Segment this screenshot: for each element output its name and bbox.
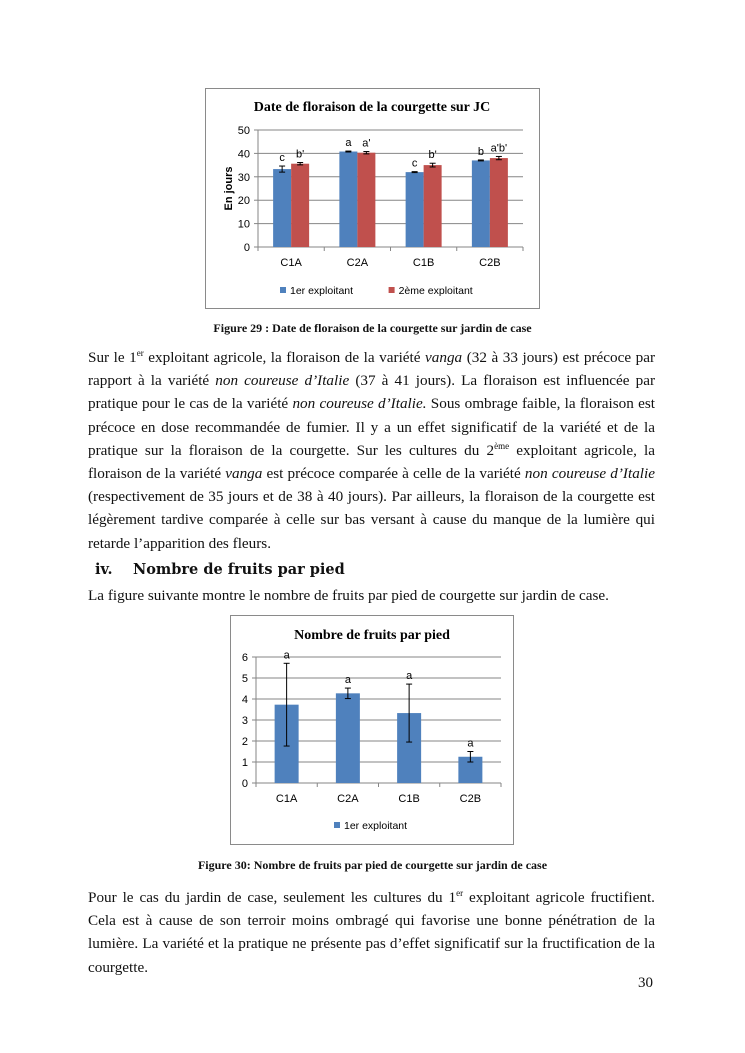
chart-floraison-svg bbox=[206, 89, 539, 308]
bar bbox=[273, 169, 291, 247]
chart-title: Nombre de fruits par pied bbox=[294, 628, 450, 643]
y-axis-label: En jours bbox=[223, 166, 235, 211]
chart-floraison bbox=[205, 88, 540, 309]
bar bbox=[424, 165, 442, 247]
bar bbox=[339, 152, 357, 247]
text-run: (32 à 33 jours) est précoce par rapport à la variété bbox=[88, 349, 655, 390]
y-tick-label: 4 bbox=[241, 694, 248, 706]
y-tick-label: 40 bbox=[237, 148, 250, 161]
text-run: Pour le cas du jardin de case, seulement les cultures du 1 bbox=[88, 889, 457, 906]
bar bbox=[406, 172, 424, 247]
chart-fruits bbox=[230, 615, 514, 845]
paragraph-fructification bbox=[88, 886, 655, 979]
x-tick-label: C1B bbox=[412, 257, 435, 269]
legend-swatch bbox=[280, 287, 286, 293]
x-tick-label: C2B bbox=[459, 793, 482, 805]
y-tick-label: 3 bbox=[241, 715, 248, 727]
x-tick-label: C1A bbox=[280, 257, 302, 269]
significance-label: a bbox=[467, 737, 474, 750]
legend-swatch bbox=[389, 287, 395, 293]
x-tick-label: C2A bbox=[346, 257, 369, 269]
italic-variety: non coureuse d’Italie bbox=[524, 465, 655, 483]
bar bbox=[472, 160, 490, 247]
significance-label: b bbox=[477, 145, 484, 158]
significance-label: a bbox=[283, 649, 290, 662]
y-tick-label: 30 bbox=[237, 171, 250, 184]
legend-label: 1er exploitant bbox=[344, 820, 408, 832]
y-tick-label: 0 bbox=[243, 242, 250, 254]
significance-label: a bbox=[345, 137, 352, 150]
italic-variety: vanga bbox=[225, 465, 263, 483]
legend-label: 1er exploitant bbox=[290, 285, 354, 297]
x-tick-label: C1B bbox=[398, 793, 420, 805]
legend-swatch bbox=[334, 822, 340, 828]
text-run: exploitant agricole, la floraison de la variété bbox=[88, 441, 655, 483]
superscript: er bbox=[136, 348, 144, 358]
text-run: (respectivement de 35 jours et de 38 à 40 jours). Par ailleurs, la floraison de la courgette est légèrement tardive comparée à celle sur bas versant à cause du manque de la lumière qui retarde l’apparition des fleurs. bbox=[88, 488, 655, 552]
y-tick-label: 20 bbox=[237, 195, 250, 208]
text-run: exploitant agricole, la floraison de la variété bbox=[143, 349, 426, 366]
section-heading bbox=[95, 561, 345, 578]
figure-29-caption: Figure 29 : Date de floraison de la courgette sur jardin de case bbox=[213, 321, 532, 335]
significance-label: a bbox=[344, 674, 351, 687]
significance-label: c bbox=[279, 152, 285, 165]
italic-variety: non coureuse d’Italie. bbox=[292, 395, 427, 413]
page-number: 30 bbox=[638, 975, 653, 991]
y-tick-label: 1 bbox=[241, 757, 248, 769]
x-tick-label: C2A bbox=[337, 793, 359, 805]
chart-title: Date de floraison de la courgette sur JC bbox=[253, 100, 491, 115]
significance-label: a' bbox=[362, 137, 371, 150]
figure-30-caption: Figure 30: Nombre de fruits par pied de courgette sur jardin de case bbox=[197, 858, 548, 872]
significance-label: b' bbox=[296, 148, 305, 161]
text-run: (37 à 41 jours). La floraison est influencée par pratique pour le cas de la variété bbox=[88, 372, 656, 413]
x-tick-label: C1A bbox=[275, 793, 298, 805]
y-tick-label: 10 bbox=[237, 218, 250, 231]
x-tick-label: C2B bbox=[479, 257, 501, 269]
y-tick-label: 0 bbox=[241, 778, 248, 790]
chart-fruits-svg bbox=[231, 616, 513, 844]
text-run: est précoce comparée à celle de la variété bbox=[262, 465, 525, 483]
paragraph-intro-fruits: La figure suivante montre le nombre de fruits par pied de courgette sur jardin de case. bbox=[88, 587, 609, 604]
significance-label: b' bbox=[428, 149, 437, 162]
y-tick-label: 2 bbox=[241, 736, 248, 748]
text-run: exploitant agricole fructifient. Cela est à cause de son terroir moins ombragé qui favorise une bonne pénétration de la lumière. La variété et la pratique ne présente pas d’effet significatif sur la fructification de la courgette. bbox=[88, 889, 655, 976]
superscript: ème bbox=[494, 440, 510, 451]
significance-label: c bbox=[411, 157, 418, 170]
text-run: Sous ombrage faible, la floraison est précoce en dose recommandée de fumier. Il y a un effet significatif de la variété et de la pratique sur la floraison de la courgette. Sur les cultures du 2 bbox=[88, 395, 655, 459]
section-number: iv. bbox=[95, 561, 113, 578]
italic-variety: non coureuse d’Italie bbox=[215, 372, 350, 390]
significance-label: a'b' bbox=[490, 142, 508, 155]
bar bbox=[490, 158, 508, 247]
superscript: er bbox=[456, 888, 464, 898]
paragraph-floraison bbox=[88, 346, 655, 555]
italic-variety: vanga bbox=[425, 349, 463, 366]
legend-label: 2ème exploitant bbox=[398, 285, 473, 297]
bar bbox=[336, 693, 360, 783]
y-tick-label: 6 bbox=[241, 652, 248, 664]
significance-label: a bbox=[406, 670, 413, 683]
section-title: Nombre de fruits par pied bbox=[133, 561, 345, 578]
y-tick-label: 5 bbox=[241, 673, 248, 685]
bar bbox=[291, 164, 309, 247]
bar bbox=[357, 153, 375, 247]
text-run: Sur le 1 bbox=[88, 349, 137, 366]
y-tick-label: 50 bbox=[237, 125, 250, 137]
